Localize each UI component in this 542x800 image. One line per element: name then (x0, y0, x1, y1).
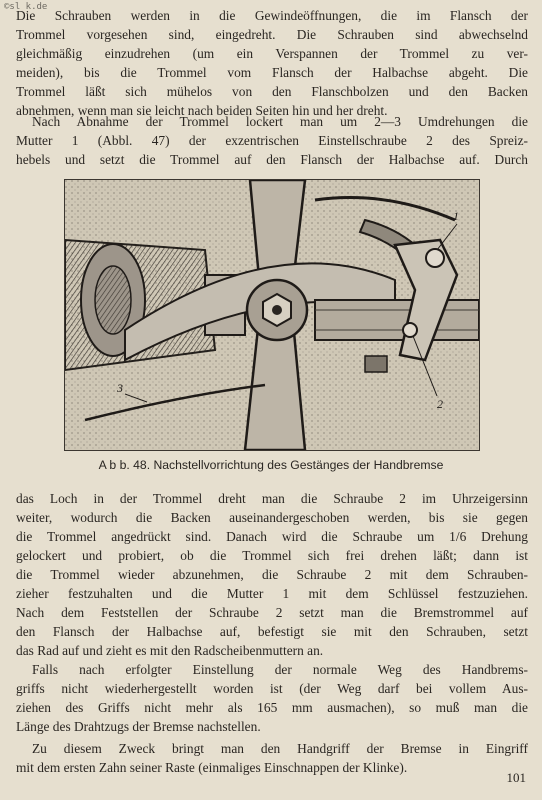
text-line: Zu diesem Zweck bringt man den Handgriff der Bremse in Eingriff (32, 741, 528, 756)
text-line: Länge des Drahtzugs der Bremse nachstellen. (16, 719, 261, 734)
paragraph-3 (16, 489, 528, 660)
callout-label-1: 1 (453, 209, 459, 223)
handbrake-linkage-drawing (65, 180, 479, 450)
text-line: Trommel läßt sich mühelos von den Flanschbolzen und den Backen (16, 84, 528, 99)
text-line: die Trommel wieder abzunehmen, die Schraube 2 mit dem Schrauben- (16, 567, 528, 582)
watermark: ©sl k.de (4, 2, 48, 12)
text-line: griffs nicht wiederhergestellt worden ist (der Weg darf bei vollem Aus- (16, 681, 528, 696)
text-line: Trommel vorgesehen sind, eingedreht. Die Schrauben sind abwechselnd (16, 27, 528, 42)
callout-label-3: 3 (117, 381, 123, 395)
text-line: Nach dem Feststellen der Schraube 2 setzt man die Bremstrommel auf (16, 605, 528, 620)
paragraph-5 (16, 739, 528, 777)
figure-caption: A b b. 48. Nachstellvorrichtung des Gestänges der Handbremse (98, 458, 444, 472)
text-line: gleichmäßig einzudrehen (um ein Verspannen der Trommel zu ver- (16, 46, 528, 61)
paragraph-2 (16, 112, 528, 169)
text-line: mit dem ersten Zahn seiner Raste (einmaliges Einschnappen der Klinke). (16, 760, 408, 775)
text-line: hebels und setzt die Trommel auf den Flansch der Halbachse auf. Durch (16, 152, 528, 167)
text-line: Die Schrauben werden in die Gewindeöffnungen, die im Flansch der (16, 8, 528, 23)
callout-label-2: 2 (437, 397, 443, 411)
text-line: abnehmen, wenn man sie leicht nach beiden Seiten hin und her dreht. (16, 103, 388, 118)
paragraph-top (16, 6, 528, 120)
text-line: Falls nach erfolgter Einstellung der normale Weg des Handbrems- (32, 662, 528, 677)
text-line: das Rad auf und zieht es mit den Radscheibenmuttern an. (16, 643, 324, 658)
text-line: meiden), bis die Trommel vom Flansch der Halbachse abgeht. Die (16, 65, 528, 80)
text-line: den Flansch der Halbachse auf, befestigt sie mit den Schrauben, setzt (16, 624, 528, 639)
text-line: weiter, wodurch die Backen auseinandergeschoben werden, bis sie gegen (16, 510, 528, 525)
page-number: 101 (506, 770, 526, 785)
text-line: gelockert und probiert, ob die Trommel sich frei drehen läßt; dann ist (16, 548, 528, 563)
figure-illustration (64, 179, 480, 451)
text-line: das Loch in der Trommel dreht man die Schraube 2 im Uhrzeigersinn (16, 491, 528, 506)
paragraph-4 (16, 660, 528, 736)
text-line: Mutter 1 (Abbl. 47) der exzentrischen Einstellschraube 2 des Spreiz- (16, 133, 528, 148)
text-line: zieher festzuhalten und die Mutter 1 mit dem Schlüssel festzuziehen. (16, 586, 528, 601)
text-line: ziehen des Griffs nicht mehr als 165 mm ausmachen), so muß man die (16, 700, 528, 715)
text-line: die Trommel angedrückt sind. Danach wird die Schraube um 1/6 Drehung (16, 529, 528, 544)
text-line: Nach Abnahme der Trommel lockert man um 2—3 Umdrehungen die (32, 114, 528, 129)
